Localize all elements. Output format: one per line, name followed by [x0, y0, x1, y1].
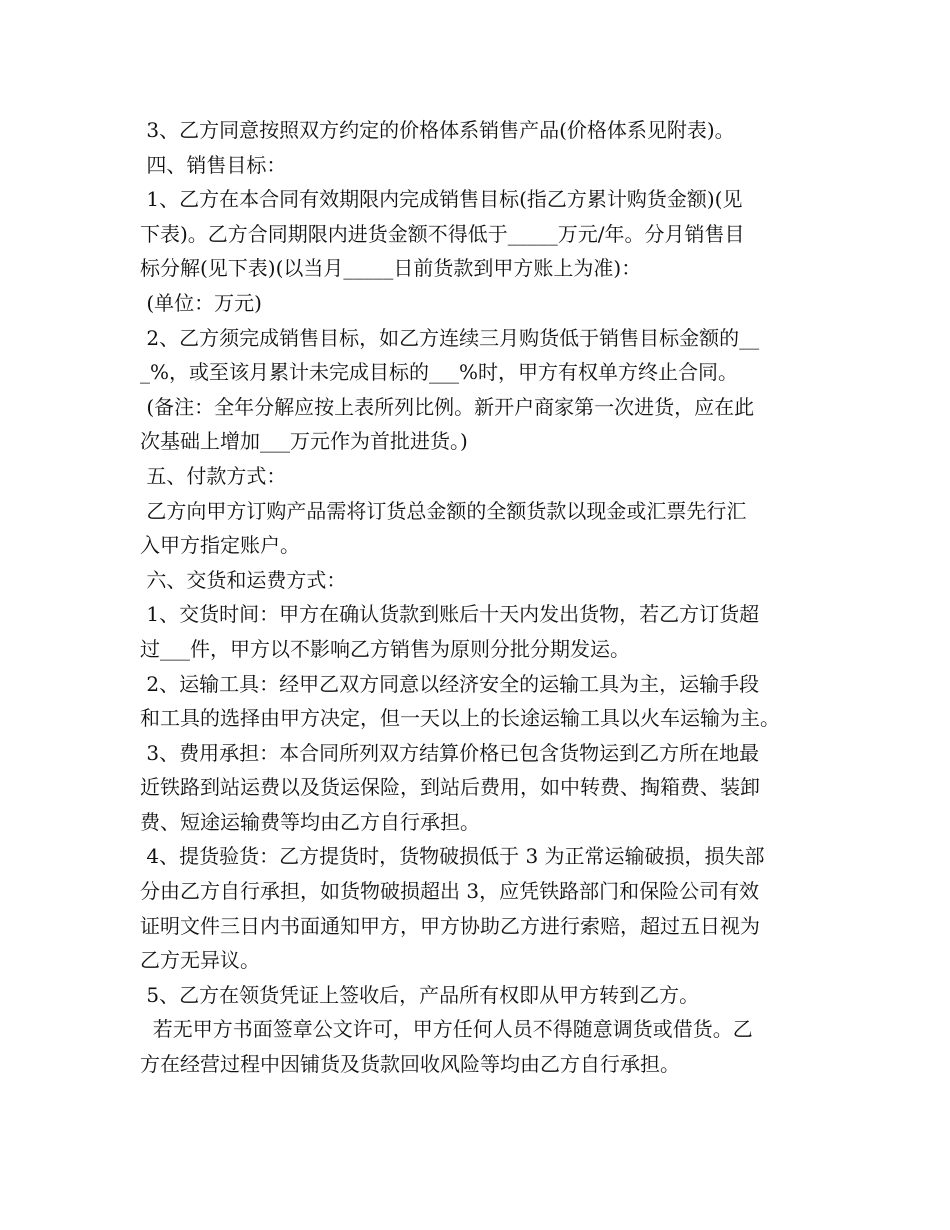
- text-line: 近铁路到站运费以及货运保险，到站后费用，如中转费、掏箱费、装卸: [140, 775, 760, 800]
- text-line: 过___件，甲方以不影响乙方销售为原则分批分期发运。: [140, 636, 630, 661]
- text-line: 证明文件三日内书面通知甲方，甲方协助乙方进行索赔，超过五日视为: [140, 913, 760, 938]
- text-line: 乙方无异议。: [140, 948, 260, 973]
- text-line: 费、短途运输费等均由乙方自行承担。: [140, 809, 480, 834]
- document-body: [140, 113, 820, 1082]
- text-line: 下表)。乙方合同期限内进货金额不得低于_____万元/年。分月销售目: [140, 221, 745, 246]
- text-line: 和工具的选择由甲方决定，但一天以上的长途运输工具以火车运输为主。: [140, 706, 780, 731]
- text-line: 标分解(见下表)(以当月_____日前货款到甲方账上为准)：: [140, 256, 642, 281]
- text-line: 3、费用承担：本合同所列双方结算价格已包含货物运到乙方所在地最: [140, 740, 760, 765]
- text-line: 2、乙方须完成销售目标，如乙方连续三月购货低于销售目标金额的__: [140, 325, 760, 350]
- text-line: (单位：万元): [140, 290, 262, 315]
- text-line: 入甲方指定账户。: [140, 533, 300, 558]
- section-heading: 六、交货和运费方式：: [140, 567, 347, 592]
- text-line: 1、乙方在本合同有效期限内完成销售目标(指乙方累计购货金额)(见: [140, 187, 743, 212]
- text-line: 方在经营过程中因铺货及货款回收风险等均由乙方自行承担。: [140, 1052, 680, 1077]
- text-line: 3、乙方同意按照双方约定的价格体系销售产品(价格体系见附表)。: [140, 118, 735, 142]
- text-line: 2、运输工具：经甲乙双方同意以经济安全的运输工具为主，运输手段: [140, 671, 760, 696]
- text-line: (备注：全年分解应按上表所列比例。新开户商家第一次进货，应在此: [140, 394, 755, 419]
- text-line: 若无甲方书面签章公文许可，甲方任何人员不得随意调货或借货。乙: [140, 1017, 753, 1042]
- text-line: _%，或至该月累计未完成目标的___%时，甲方有权单方终止合同。: [140, 360, 739, 385]
- text-line: 乙方向甲方订购产品需将订货总金额的全额货款以现金或汇票先行汇: [140, 498, 747, 523]
- section-heading: 四、销售目标：: [140, 152, 287, 177]
- text-line: 1、交货时间：甲方在确认货款到账后十天内发出货物，若乙方订货超: [140, 602, 760, 627]
- text-line: 4、提货验货：乙方提货时，货物破损低于 3 为正常运输破损，损失部: [140, 844, 765, 869]
- text-line: 分由乙方自行承担，如货物破损超出 3，应凭铁路部门和保险公司有效: [140, 879, 760, 904]
- text-line: 5、乙方在领货凭证上签收后，产品所有权即从甲方转到乙方。: [140, 982, 700, 1007]
- section-heading: 五、付款方式：: [140, 463, 287, 488]
- text-line: 次基础上增加___万元作为首批进货。): [140, 429, 468, 454]
